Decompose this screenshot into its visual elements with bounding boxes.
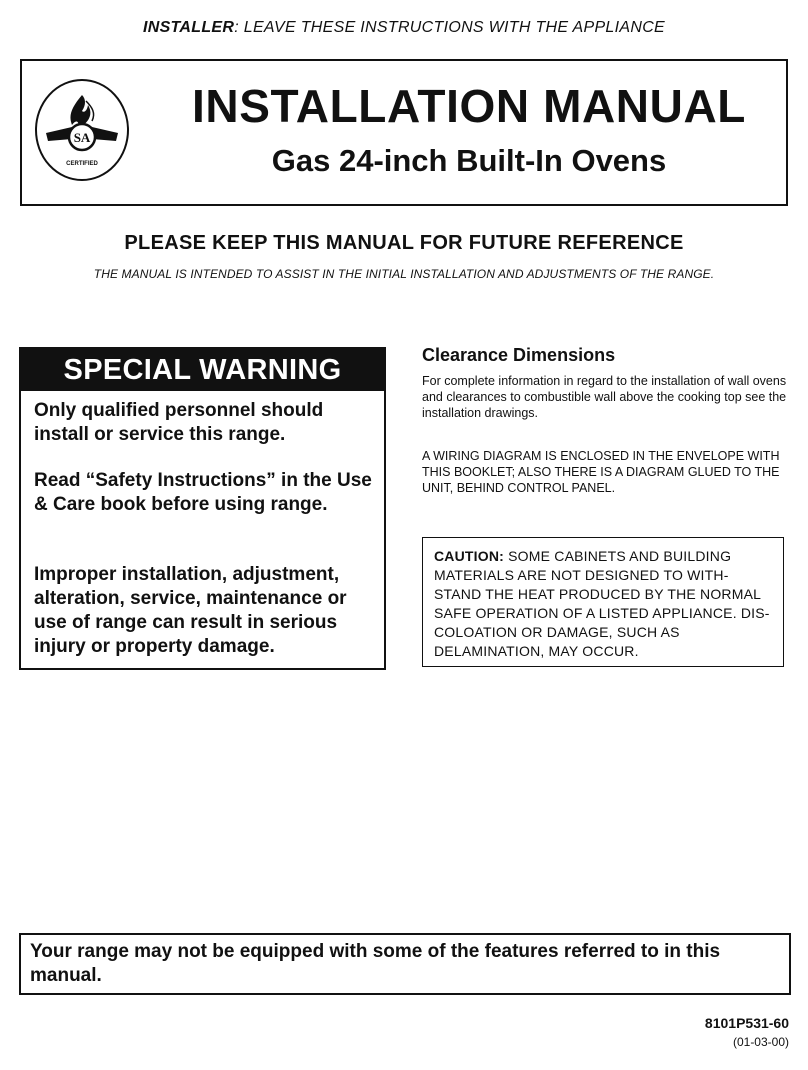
caution-body: SOME CABINETS AND BUILDING MATERIALS ARE NOT DESIGNED TO WITH- STAND THE HEAT PRODUCED BY THE NORMAL SAFE OPERATION OF A LISTED APPLIANCE. DIS- COLOATION OR DAMAGE, SUCH AS DELAMINATION, MAY OCCUR. bbox=[434, 548, 770, 659]
clearance-body: For complete information in regard to the installation of wall ovens and clearances to combustible wall above the cooking top see the installation drawings. bbox=[422, 374, 787, 420]
clearance-title: Clearance Dimensions bbox=[422, 345, 616, 365]
installer-text: : LEAVE THESE INSTRUCTIONS WITH THE APPLIANCE bbox=[234, 19, 666, 36]
title-box bbox=[20, 59, 788, 206]
caution-label: CAUTION: bbox=[434, 548, 505, 564]
part-number: 8101P531-60 bbox=[704, 1015, 789, 1031]
installer-notice bbox=[0, 19, 808, 37]
warning-paragraph: Read “Safety Instructions” in the Use & Care book before using range. bbox=[34, 470, 372, 515]
keep-notice: PLEASE KEEP THIS MANUAL FOR FUTURE REFERENCE bbox=[124, 232, 684, 254]
special-warning-box bbox=[19, 347, 386, 670]
installer-label: INSTALLER bbox=[142, 19, 235, 36]
manual-title: INSTALLATION MANUAL bbox=[192, 80, 746, 132]
special-warning-heading: SPECIAL WARNING bbox=[21, 349, 384, 391]
wiring-notice: A WIRING DIAGRAM IS ENCLOSED IN THE ENVELOPE WITH THIS BOOKLET; ALSO THERE IS A DIAGRAM GLUED TO THE UNIT, BEHIND CONTROL PANEL. bbox=[422, 449, 780, 495]
caution-box bbox=[422, 537, 784, 667]
warning-paragraph: Only qualified personnel should install or service this range. bbox=[34, 400, 324, 445]
logo-initials: SA bbox=[73, 130, 91, 145]
features-box bbox=[19, 933, 791, 995]
manual-subtitle: Gas 24-inch Built-In Ovens bbox=[271, 143, 667, 178]
certification-logo-icon bbox=[32, 77, 132, 183]
intended-notice: THE MANUAL IS INTENDED TO ASSIST IN THE INITIAL INSTALLATION AND ADJUSTMENTS OF THE RANGE. bbox=[93, 267, 715, 281]
logo-certified-text: CERTIFIED bbox=[66, 161, 98, 167]
caution-text bbox=[434, 547, 776, 661]
revision-date: (01-03-00) bbox=[732, 1035, 789, 1049]
warning-paragraph: Improper installation, adjustment, alteration, service, maintenance or use of range can result in serious injury or property damage. bbox=[34, 564, 347, 657]
features-notice: Your range may not be equipped with some of the features referred to in this manual. bbox=[30, 941, 721, 986]
